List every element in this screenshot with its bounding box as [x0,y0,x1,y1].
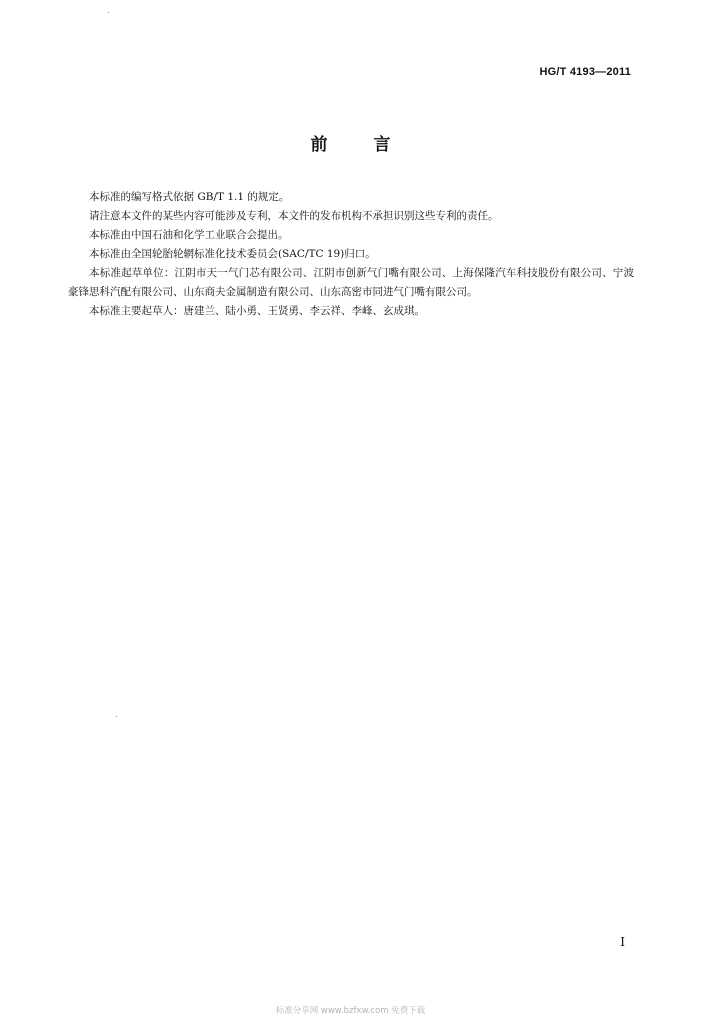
page-number: I [620,935,625,949]
paragraph-managed-by: 本标准由全国轮胎轮辋标准化技术委员会(SAC/TC 19)归口。 [89,248,376,260]
scan-speck [116,716,117,717]
paragraph-drafting-units: 本标准起草单位：江阴市天一气门芯有限公司、江阴市创新气门嘴有限公司、上海保隆汽车科技股份有限公司、宁波豪锋思科汽配有限公司、山东商夫金属制造有限公司、山东高密市同进气门嘴有限公司。 [68,267,634,298]
paragraph-format-basis: 本标准的编写格式依据 GB/T 1.1 的规定。 [89,191,290,203]
title-char-left: 前 [310,135,328,155]
page-title [0,130,701,155]
standard-code: HG/T 4193—2011 [539,66,631,78]
paragraph-patent-notice: 请注意本文件的某些内容可能涉及专利，本文件的发布机构不承担识别这些专利的责任。 [89,210,499,222]
paragraph-drafters: 本标准主要起草人：唐建兰、陆小勇、王贤勇、李云祥、李峰、玄成琪。 [89,305,425,317]
title-char-right: 言 [373,135,391,155]
paragraph-proposed-by: 本标准由中国石油和化学工业联合会提出。 [89,229,289,241]
foreword-body [68,188,634,321]
scan-speck [108,12,109,13]
watermark-footer: 标准分享网 www.bzfxw.com 免费下载 [275,1006,426,1016]
